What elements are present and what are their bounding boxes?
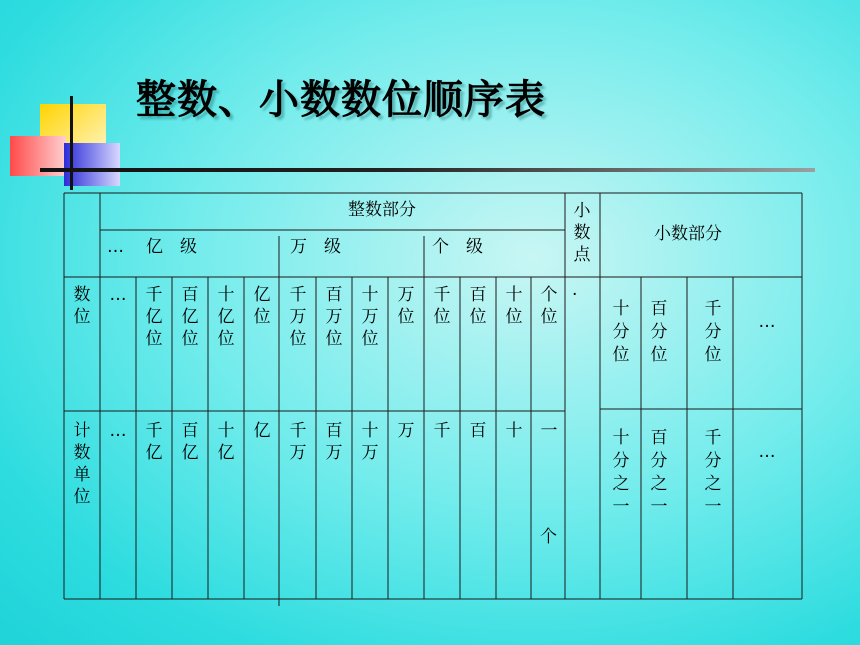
page-title: 整数、小数数位顺序表 — [136, 76, 546, 123]
unit-row-label: 计数单位 — [73, 421, 91, 507]
place-cell: 百万位 — [325, 285, 343, 349]
place-cell: 十位 — [505, 285, 523, 327]
unit-cell: 千亿 — [145, 421, 163, 463]
unit-cell: 千 — [433, 421, 451, 441]
place-cell: 百亿位 — [181, 285, 199, 349]
unit-cell: 十亿 — [217, 421, 235, 463]
place-cell: 万位 — [397, 285, 415, 327]
level-wan: 万 级 — [290, 237, 341, 257]
place-cell: 十亿位 — [217, 285, 235, 349]
place-cell: … — [109, 285, 127, 305]
level-ellipsis: … — [107, 237, 124, 257]
decimal-part-header: 小数部分 — [654, 224, 722, 244]
integer-part-header: 整数部分 — [348, 200, 416, 220]
unit-ge-extra: 个 — [540, 527, 557, 547]
unit-cell: 十 — [505, 421, 523, 441]
level-yi: 亿 级 — [146, 237, 197, 257]
place-cell: 百位 — [469, 285, 487, 327]
decimal-place-cell: 十分位 — [612, 299, 630, 365]
place-cell: 十万位 — [361, 285, 379, 349]
unit-cell: 千万 — [289, 421, 307, 463]
unit-cell: 百亿 — [181, 421, 199, 463]
decimal-point-dot: · — [572, 285, 578, 305]
decimal-place-cell: … — [758, 312, 776, 332]
decimal-place-cell: 千分位 — [704, 299, 722, 365]
decimal-place-cell: 百分位 — [650, 299, 668, 365]
decimal-unit-cell: 百分之一 — [650, 428, 668, 517]
unit-cell: 十万 — [361, 421, 379, 463]
place-row-label: 数位 — [73, 285, 91, 327]
decimal-unit-cell: 十分之一 — [612, 428, 630, 517]
unit-cell: 亿 — [253, 421, 271, 441]
place-cell: 千位 — [433, 285, 451, 327]
place-cell: 千亿位 — [145, 285, 163, 349]
level-ge: 个 级 — [432, 237, 483, 257]
decimal-unit-cell: 千分之一 — [704, 428, 722, 517]
unit-cell: 万 — [397, 421, 415, 441]
decimal-point-header: 小数点 — [573, 201, 591, 265]
unit-cell: 百万 — [325, 421, 343, 463]
place-cell: 亿位 — [253, 285, 271, 327]
unit-cell: 一 — [540, 421, 558, 441]
decimal-unit-cell: … — [758, 442, 776, 462]
unit-cell: … — [109, 421, 127, 441]
place-cell: 千万位 — [289, 285, 307, 349]
place-cell: 个位 — [540, 285, 558, 327]
unit-cell: 百 — [469, 421, 487, 441]
